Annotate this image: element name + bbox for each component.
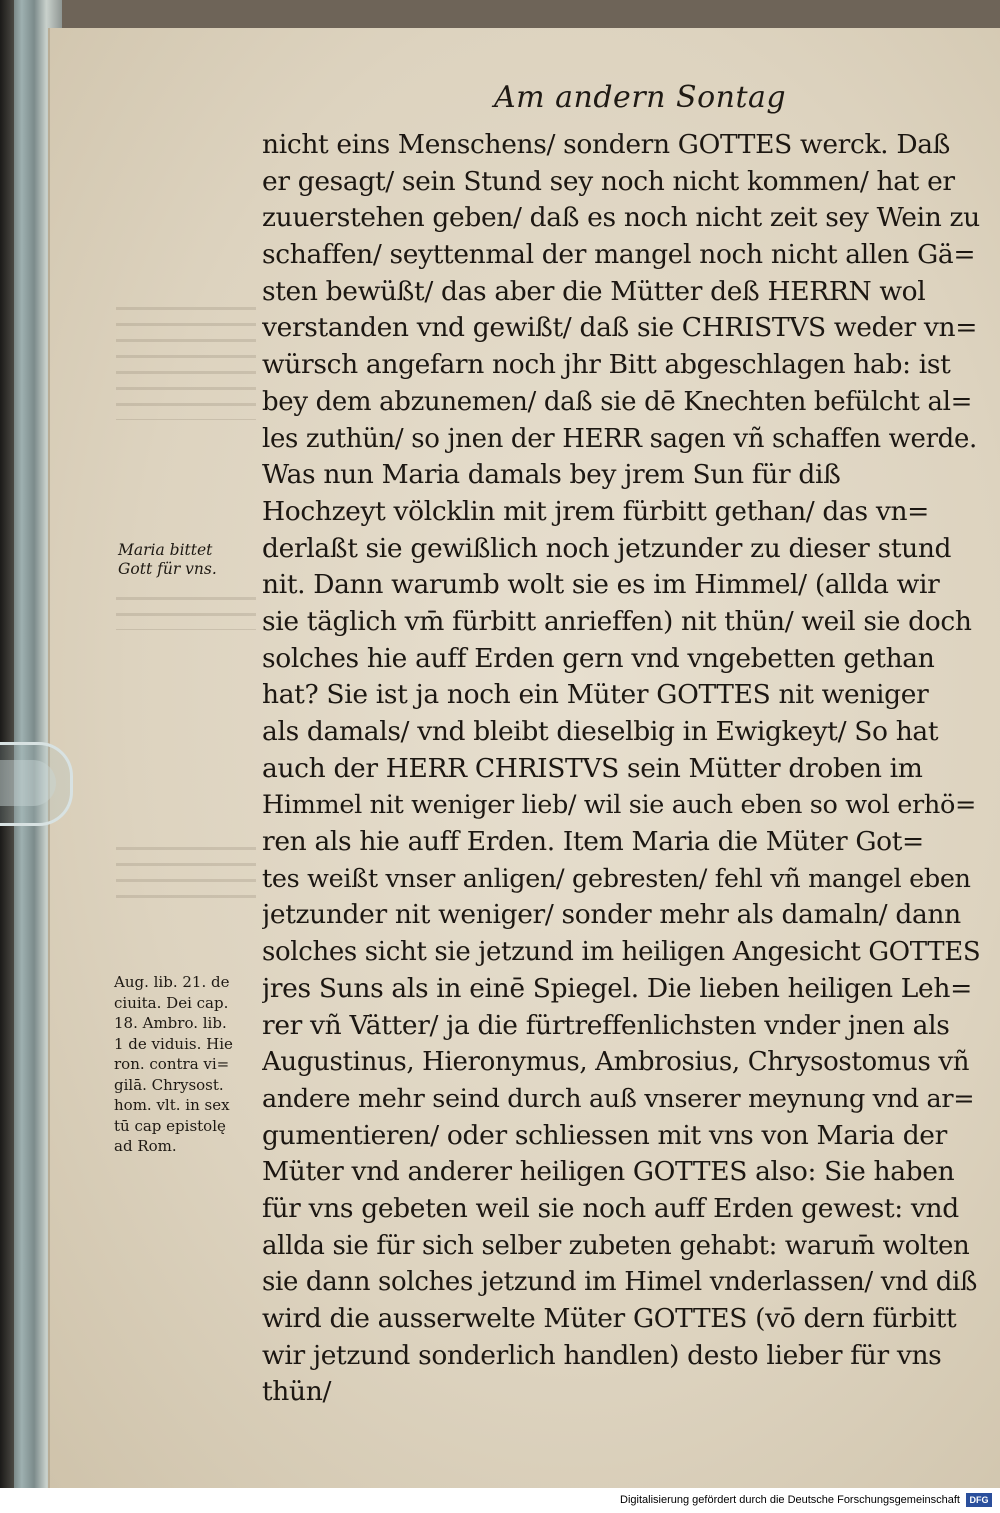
text-line: sten bewüßt/ das aber die Mütter deß HERRN wol xyxy=(262,275,926,307)
text-line: als damals/ vnd bleibt dieselbig in Ewigkeyt/ So hat xyxy=(262,716,939,747)
show-through-text xyxy=(116,840,256,900)
text-line: hat? Sie ist ja noch ein Müter GOTTES nit weniger xyxy=(262,679,929,711)
reference-line: ad Rom. xyxy=(114,1137,177,1155)
footer-credit: Digitalisierung gefördert durch die Deutsche Forschungsgemeinschaft xyxy=(620,1494,960,1506)
margin-note-maria xyxy=(118,541,268,579)
text-line: schaffen/ seyttenmal der mangel noch nicht allen Gä= xyxy=(262,239,976,271)
text-line: verstanden vnd gewißt/ daß sie CHRISTVS weder vn= xyxy=(262,312,978,344)
text-line: sie dann solches jetzund im Himel vnderlassen/ vnd diß xyxy=(262,1267,977,1298)
text-line: Himmel nit weniger lieb/ wil sie auch eben so wol erhö= xyxy=(262,790,976,821)
text-line: andere mehr seind durch auß vnserer meynung vnd ar= xyxy=(262,1083,975,1114)
text-line: allda sie für sich selber zubeten gehabt: warum̄ wolten xyxy=(262,1230,970,1261)
margin-note-line: Maria bittet xyxy=(118,541,213,559)
text-line: rer vñ Vätter/ ja die fürtreffenlichsten vnder jnen als xyxy=(262,1009,950,1041)
text-line: nicht eins Menschens/ sondern GOTTES werck. Daß xyxy=(262,129,951,160)
text-line: solches sicht sie jetzund im heiligen Angesicht GOTTES xyxy=(262,937,980,968)
reference-line: 1 de viduis. Hie xyxy=(114,1034,233,1053)
show-through-text xyxy=(116,300,256,420)
main-text-block xyxy=(262,127,980,1411)
running-head: Am andern Sontag xyxy=(494,80,787,115)
text-line: für vns gebeten weil sie noch auff Erden gewest: vnd xyxy=(262,1192,959,1224)
reference-line: tū cap epistolę xyxy=(114,1116,226,1135)
text-line: solches hie auff Erden gern vnd vngebetten gethan xyxy=(262,642,935,674)
text-line: tes weißt vnser anligen/ gebresten/ fehl vñ mangel eben xyxy=(262,863,971,894)
text-line: sie täglich vm̄ fürbitt anrieffen) nit thün/ weil sie doch xyxy=(262,605,972,637)
text-line: derlaßt sie gewißlich noch jetzunder zu dieser stund xyxy=(262,532,952,564)
footer-bar xyxy=(0,1488,1000,1513)
text-line: gumentieren/ oder schliessen mit vns von Maria der xyxy=(262,1119,947,1151)
text-line: würsch angefarn noch jhr Bitt abgeschlagen hab: ist xyxy=(262,349,951,381)
ribbon-marker xyxy=(0,742,73,826)
reference-line: gilā. Chrysost. xyxy=(114,1075,224,1094)
text-line: thün/ xyxy=(262,1376,332,1408)
text-line: Augustinus, Hieronymus, Ambrosius, Chrysostomus vñ xyxy=(262,1047,970,1078)
text-line: nit. Dann warumb wolt sie es im Himmel/ (allda wir xyxy=(262,569,940,601)
text-line: wir jetzund sonderlich handlen) desto lieber für vns xyxy=(262,1339,942,1371)
text-line: jetzunder nit weniger/ sonder mehr als damaln/ dann xyxy=(262,899,961,931)
text-line: auch der HERR CHRISTVS sein Mütter droben im xyxy=(262,752,923,784)
text-line: Müter vnd anderer heiligen GOTTES also: Sie haben xyxy=(262,1156,955,1188)
margin-note-line: Gott für vns. xyxy=(118,560,217,578)
text-line: bey dem abzunemen/ daß sie dē Knechten befülcht al= xyxy=(262,386,973,417)
show-through-text xyxy=(116,590,256,630)
dfg-logo-icon: DFG xyxy=(966,1493,992,1507)
reference-line: hom. vlt. in sex xyxy=(114,1096,230,1114)
reference-line: ron. contra vi= xyxy=(114,1055,230,1073)
text-line: ren als hie auff Erden. Item Maria die Müter Got= xyxy=(262,826,924,858)
text-line: zuuerstehen geben/ daß es noch nicht zeit sey Wein zu xyxy=(262,202,980,234)
text-line: Was nun Maria damals bey jrem Sun für diß xyxy=(262,459,841,491)
margin-note-references xyxy=(114,972,266,1157)
text-line: jres Suns als in einē Spiegel. Die lieben heiligen Leh= xyxy=(262,972,972,1004)
text-line: wird die ausserwelte Müter GOTTES (vō dern fürbitt xyxy=(262,1303,957,1334)
reference-line: ciuita. Dei cap. xyxy=(114,993,229,1012)
reference-line: Aug. lib. 21. de xyxy=(114,973,230,991)
text-line: les zuthün/ so jnen der HERR sagen vñ schaffen werde. xyxy=(262,423,977,454)
text-line: Hochzeyt völcklin mit jrem fürbitt gethan/ das vn= xyxy=(262,495,930,527)
reference-line: 18. Ambro. lib. xyxy=(114,1014,227,1032)
text-line: er gesagt/ sein Stund sey noch nicht kommen/ hat er xyxy=(262,165,955,197)
